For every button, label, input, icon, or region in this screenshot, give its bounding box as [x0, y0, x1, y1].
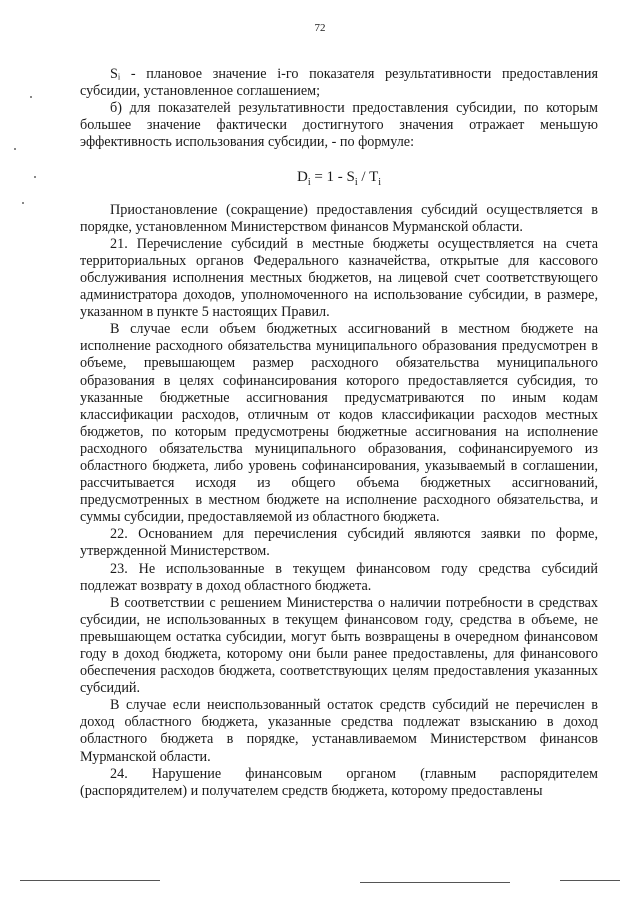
- paragraph-si-definition: Sᵢ - плановое значение i-го показателя результативности предоставления субсидии, установленное соглашением;: [80, 66, 598, 100]
- paragraph-recovery: В случае если неиспользованный остаток средств субсидий не перечислен в доход областного бюджета, указанные средства подлежат взысканию в доход областного бюджета в порядке, устанавливаемом Министерством финансов Мурманской области.: [80, 697, 598, 765]
- paragraph-suspension: Приостановление (сокращение) предоставления субсидий осуществляется в порядке, установленном Министерством финансов Мурманской области.: [80, 201, 598, 235]
- formula: [80, 169, 598, 191]
- paragraph-21: 21. Перечисление субсидий в местные бюджеты осуществляется на счета территориальных органов Федерального казначейства, открытые для кассового обслуживания исполнения местных бюджетов, на лицевой счет соответствующего администратора доходов, уполномоченного на использование субсидии, в размере, указанном в пункте 5 настоящих Правил.: [80, 235, 598, 321]
- footer-rule: [360, 882, 510, 883]
- formula-lhs: D: [296, 169, 308, 186]
- paragraph-ministry-decision: В соответствии с решением Министерства о наличии потребности в средствах субсидии, не использованных в текущем финансовом году, средства в объеме, не превышающем остатка субсидии, могут быть возвращены в очередном финансовом году в доход бюджета, которому они были ранее предоставлены, для финансового обеспечения расходов бюджета, соответствующих целям предоставления указанных субсидий.: [80, 594, 598, 697]
- formula-rhs-subscript-2: i: [378, 177, 382, 189]
- paragraph-23: 23. Не использованные в текущем финансовом году средства субсидий подлежат возврату в доход областного бюджета.: [80, 560, 598, 594]
- margin-mark: [22, 202, 24, 204]
- margin-mark: [14, 148, 16, 150]
- footer-rule: [20, 880, 160, 881]
- document-body: [80, 66, 598, 800]
- formula-lhs-subscript: i: [307, 177, 311, 189]
- paragraph-22: 22. Основанием для перечисления субсидий являются заявки по форме, утвержденной Министерством.: [80, 526, 598, 560]
- formula-rhs-part-2: / T: [357, 169, 379, 186]
- paragraph-24: 24. Нарушение финансовым органом (главным распорядителем (распорядителем) и получателем средств бюджета, которому предоставлены: [80, 765, 598, 799]
- margin-mark: [30, 96, 32, 98]
- paragraph-budget-allocations: В случае если объем бюджетных ассигнований в местном бюджете на исполнение расходного обязательства муниципального образования предусмотрен в объеме, превышающем размер расходного обязательства муниципального образования в целях софинансирования которого предоставляется субсидия, то указанные бюджетные ассигнования предусматриваются по иным кодам классификации расходов, отличным от кодов классификации расходов местных бюджетов, по которым предусмотрены бюджетные ассигнования на исполнение расходного обязательства муниципального образования, софинансируемого из областного бюджета, либо уровень софинансирования, указываемый в соглашении, рассчитывается исходя из общего объема бюджетных ассигнований, предусмотренных в местном бюджете на исполнение расходного обязательства, и суммы субсидии, предоставляемой из областного бюджета.: [80, 321, 598, 526]
- formula-rhs-subscript-1: i: [354, 177, 358, 189]
- footer-rule: [560, 880, 620, 881]
- formula-rhs-part-1: = 1 - S: [310, 169, 355, 186]
- margin-mark: [34, 176, 36, 178]
- page-number: 72: [314, 22, 326, 34]
- paragraph-formula-intro: б) для показателей результативности предоставления субсидии, по которым большее значение фактически достигнутого значения отражает меньшую эффективность использования субсидии, - по формуле:: [80, 100, 598, 151]
